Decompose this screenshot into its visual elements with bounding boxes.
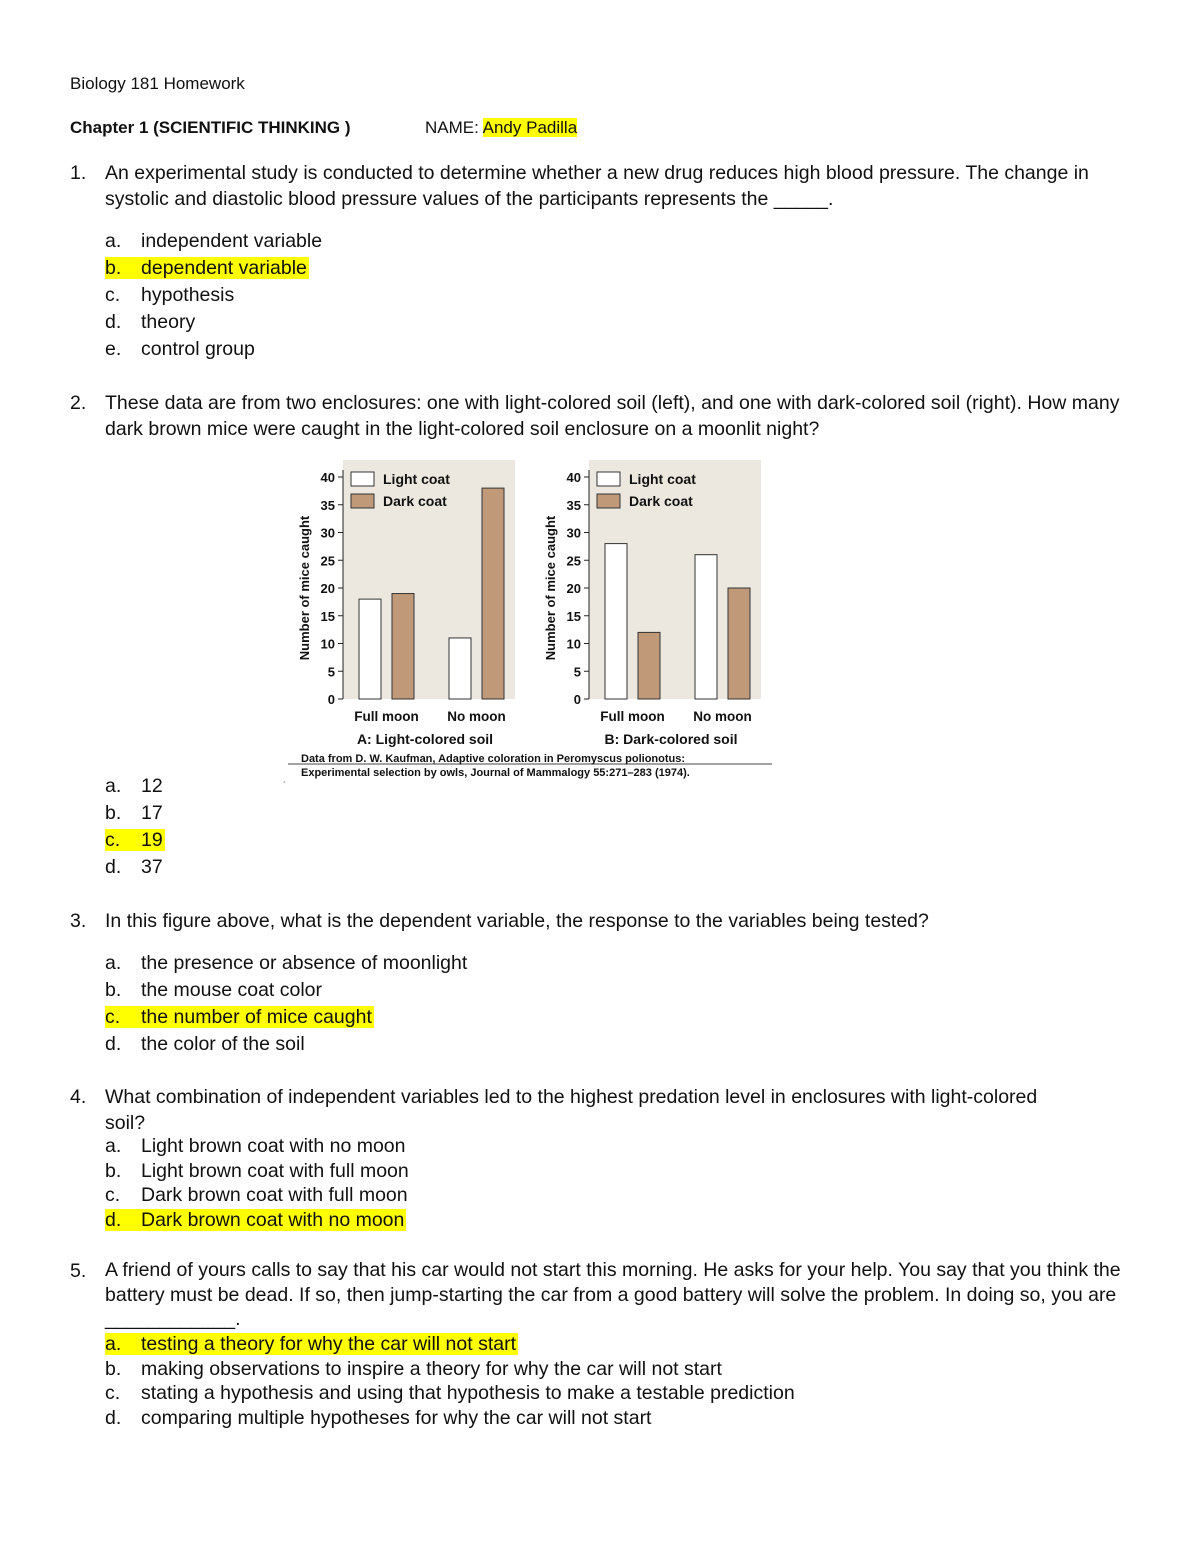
bar-light-coat bbox=[695, 555, 717, 699]
answer-text-wrap bbox=[105, 1382, 795, 1404]
bar-dark-coat bbox=[482, 488, 504, 699]
option-letter: d. bbox=[105, 311, 122, 333]
y-tick-label: 0 bbox=[327, 692, 335, 707]
question-text: What combination of independent variables led to the highest predation level in enclosures with light-colored soil? bbox=[105, 1086, 1038, 1134]
legend-swatch-light-coat bbox=[597, 472, 620, 486]
answer-option[interactable] bbox=[105, 1381, 795, 1406]
selected-answer-highlight bbox=[105, 829, 165, 851]
answer-option[interactable] bbox=[105, 1004, 467, 1031]
chart-title: B: Dark-colored soil bbox=[604, 731, 738, 747]
question-3 bbox=[70, 908, 1140, 934]
legend-label: Light coat bbox=[383, 471, 450, 487]
question-number: 3. bbox=[70, 910, 87, 932]
answer-option[interactable] bbox=[105, 1208, 409, 1233]
answer-text-wrap bbox=[105, 311, 195, 333]
category-label: No moon bbox=[693, 709, 752, 724]
course-title: Biology 181 Homework bbox=[70, 74, 245, 93]
legend-label: Dark coat bbox=[629, 493, 693, 509]
answer-text-wrap bbox=[105, 1033, 305, 1055]
y-tick-label: 30 bbox=[566, 525, 581, 541]
y-tick-label: 15 bbox=[566, 608, 581, 624]
bar-light-coat bbox=[605, 544, 627, 699]
answer-option[interactable] bbox=[105, 1332, 795, 1357]
category-label: No moon bbox=[447, 709, 506, 724]
question-3-options bbox=[105, 950, 467, 1058]
option-letter: a. bbox=[105, 952, 122, 974]
legend-swatch-dark-coat bbox=[351, 494, 374, 508]
option-letter: b. bbox=[105, 1159, 122, 1182]
option-letter: a. bbox=[105, 1135, 122, 1157]
option-letter: b. bbox=[105, 257, 122, 279]
option-text: Light brown coat with no moon bbox=[141, 1135, 406, 1157]
y-tick-label: 40 bbox=[566, 470, 581, 485]
option-letter: b. bbox=[105, 979, 122, 1001]
option-letter: c. bbox=[105, 1006, 121, 1028]
option-text: 17 bbox=[141, 802, 163, 824]
answer-option[interactable] bbox=[105, 282, 322, 309]
legend-label: Light coat bbox=[629, 471, 696, 487]
question-number: 4. bbox=[70, 1086, 87, 1108]
y-tick-label: 35 bbox=[320, 497, 335, 513]
answer-option[interactable] bbox=[105, 800, 165, 827]
answer-option[interactable] bbox=[105, 1134, 409, 1159]
answer-text-wrap bbox=[105, 230, 322, 252]
answer-option[interactable] bbox=[105, 1357, 795, 1382]
bar-dark-coat bbox=[728, 588, 750, 699]
option-text: comparing multiple hypotheses for why the car will not start bbox=[141, 1406, 652, 1429]
y-tick-label: 35 bbox=[566, 497, 581, 513]
question-text: An experimental study is conducted to determine whether a new drug reduces high blood pressure. The change in systolic and diastolic blood pressure values of the participants represents the _____. bbox=[105, 162, 1089, 210]
option-text: Dark brown coat with no moon bbox=[141, 1208, 405, 1231]
y-tick-label: 40 bbox=[320, 470, 335, 485]
y-axis-label: Number of mice caught bbox=[543, 515, 558, 661]
option-text: the presence or absence of moonlight bbox=[141, 952, 468, 974]
question-text: These data are from two enclosures: one with light-colored soil (left), and one with dark-colored soil (right). How many dark brown mice were caught in the light-colored soil enclosure on a moonlit night? bbox=[105, 392, 1120, 440]
stray-mark: ´ bbox=[283, 781, 287, 790]
question-number: 5. bbox=[70, 1260, 87, 1282]
name-label: NAME: bbox=[425, 118, 479, 137]
option-letter: a. bbox=[105, 775, 122, 797]
y-tick-label: 20 bbox=[566, 581, 581, 596]
question-text: In this figure above, what is the dependent variable, the response to the variables being tested? bbox=[105, 910, 929, 932]
option-letter: d. bbox=[105, 1033, 122, 1055]
answer-option[interactable] bbox=[105, 977, 467, 1004]
option-text: hypothesis bbox=[141, 284, 235, 306]
question-2 bbox=[70, 390, 1140, 442]
option-letter: a. bbox=[105, 1333, 122, 1355]
option-letter: b. bbox=[105, 802, 122, 824]
answer-text-wrap bbox=[105, 1135, 406, 1157]
answer-text-wrap bbox=[105, 802, 163, 824]
y-tick-label: 30 bbox=[320, 525, 335, 541]
option-text: independent variable bbox=[141, 230, 323, 252]
chart-svg bbox=[280, 455, 780, 790]
question-1 bbox=[70, 160, 1140, 212]
answer-text-wrap bbox=[105, 856, 163, 878]
answer-option[interactable] bbox=[105, 950, 467, 977]
question-5-options bbox=[105, 1332, 795, 1430]
answer-option[interactable] bbox=[105, 854, 165, 881]
option-letter: d. bbox=[105, 856, 122, 878]
legend-swatch-light-coat bbox=[351, 472, 374, 486]
option-text: 19 bbox=[141, 829, 163, 851]
question-1-options bbox=[105, 228, 322, 363]
answer-text-wrap bbox=[105, 775, 163, 797]
answer-option[interactable] bbox=[105, 1183, 409, 1208]
answer-text-wrap bbox=[105, 1407, 651, 1429]
option-text: 12 bbox=[141, 775, 163, 797]
answer-text-wrap bbox=[105, 979, 322, 1001]
answer-option[interactable] bbox=[105, 1406, 795, 1431]
y-tick-label: 10 bbox=[566, 636, 581, 652]
answer-text-wrap bbox=[105, 1358, 722, 1380]
chapter-title: Chapter 1 (SCIENTIFIC THINKING ) bbox=[70, 118, 351, 137]
option-letter: b. bbox=[105, 1357, 122, 1380]
option-text: making observations to inspire a theory for why the car will not start bbox=[141, 1357, 722, 1380]
answer-option[interactable] bbox=[105, 1031, 467, 1058]
selected-answer-highlight bbox=[105, 257, 309, 279]
option-text: Light brown coat with full moon bbox=[141, 1159, 409, 1182]
option-letter: c. bbox=[105, 284, 121, 306]
category-label: Full moon bbox=[354, 709, 419, 724]
bar-light-coat bbox=[449, 638, 471, 699]
question-2-options bbox=[105, 773, 165, 881]
option-text: 37 bbox=[141, 856, 163, 878]
option-text: Dark brown coat with full moon bbox=[141, 1184, 408, 1206]
answer-text-wrap bbox=[105, 284, 234, 306]
legend-swatch-dark-coat bbox=[597, 494, 620, 508]
answer-option[interactable] bbox=[105, 827, 165, 854]
answer-option[interactable] bbox=[105, 773, 165, 800]
y-tick-label: 10 bbox=[320, 636, 335, 652]
student-name: Andy Padilla bbox=[482, 118, 578, 137]
y-axis-label: Number of mice caught bbox=[297, 515, 312, 661]
option-text: stating a hypothesis and using that hypothesis to make a testable prediction bbox=[141, 1382, 795, 1404]
bar-light-coat bbox=[359, 599, 381, 699]
answer-option[interactable] bbox=[105, 336, 322, 363]
selected-answer-highlight bbox=[105, 1333, 518, 1355]
option-letter: d. bbox=[105, 1208, 122, 1231]
selected-answer-highlight bbox=[105, 1006, 374, 1028]
answer-text-wrap bbox=[105, 1184, 408, 1206]
option-text: dependent variable bbox=[141, 257, 307, 279]
option-letter: c. bbox=[105, 1382, 121, 1404]
option-letter: d. bbox=[105, 1406, 122, 1429]
question-text: A friend of yours calls to say that his car would not start this morning. He asks for your help. You say that you think the battery must be dead. If so, then jump-starting the car from a good battery will solve the problem. In doing so, you are ____________. bbox=[105, 1259, 1121, 1330]
answer-text-wrap bbox=[105, 952, 467, 974]
question-4 bbox=[70, 1084, 1140, 1136]
mice-bar-charts-figure bbox=[280, 455, 780, 795]
option-letter: c. bbox=[105, 829, 121, 851]
option-text: control group bbox=[141, 338, 255, 360]
answer-option[interactable] bbox=[105, 1159, 409, 1184]
answer-text-wrap bbox=[105, 1160, 409, 1182]
y-tick-label: 5 bbox=[573, 664, 581, 680]
y-tick-label: 25 bbox=[320, 553, 335, 569]
selected-answer-highlight bbox=[105, 1209, 406, 1231]
question-5 bbox=[70, 1258, 1140, 1332]
bar-dark-coat bbox=[638, 632, 660, 699]
option-text: the number of mice caught bbox=[141, 1006, 372, 1028]
y-tick-label: 25 bbox=[566, 553, 581, 569]
answer-text-wrap bbox=[105, 338, 255, 360]
option-text: testing a theory for why the car will not start bbox=[141, 1333, 516, 1355]
name-field bbox=[425, 118, 577, 138]
legend-label: Dark coat bbox=[383, 493, 447, 509]
figure-credit-line-1: Data from D. W. Kaufman, Adaptive coloration in Peromyscus polionotus: bbox=[301, 753, 686, 765]
option-letter: c. bbox=[105, 1184, 121, 1206]
chart-title: A: Light-colored soil bbox=[356, 731, 494, 747]
answer-option[interactable] bbox=[105, 228, 322, 255]
y-tick-label: 5 bbox=[327, 664, 335, 680]
figure-credit-line-2: Experimental selection by owls, Journal of Mammalogy 55:271–283 (1974). bbox=[301, 767, 690, 779]
option-letter: e. bbox=[105, 338, 122, 360]
option-letter: a. bbox=[105, 230, 122, 252]
y-tick-label: 20 bbox=[320, 581, 335, 596]
question-number: 2. bbox=[70, 392, 87, 414]
bar-dark-coat bbox=[392, 594, 414, 699]
question-number: 1. bbox=[70, 162, 87, 184]
answer-option[interactable] bbox=[105, 309, 322, 336]
category-label: Full moon bbox=[600, 709, 665, 724]
option-text: the color of the soil bbox=[141, 1033, 305, 1055]
answer-option[interactable] bbox=[105, 255, 322, 282]
option-text: theory bbox=[141, 311, 196, 333]
option-text: the mouse coat color bbox=[141, 979, 323, 1001]
question-4-options bbox=[105, 1134, 409, 1232]
y-tick-label: 15 bbox=[320, 608, 335, 624]
y-tick-label: 0 bbox=[573, 692, 581, 707]
